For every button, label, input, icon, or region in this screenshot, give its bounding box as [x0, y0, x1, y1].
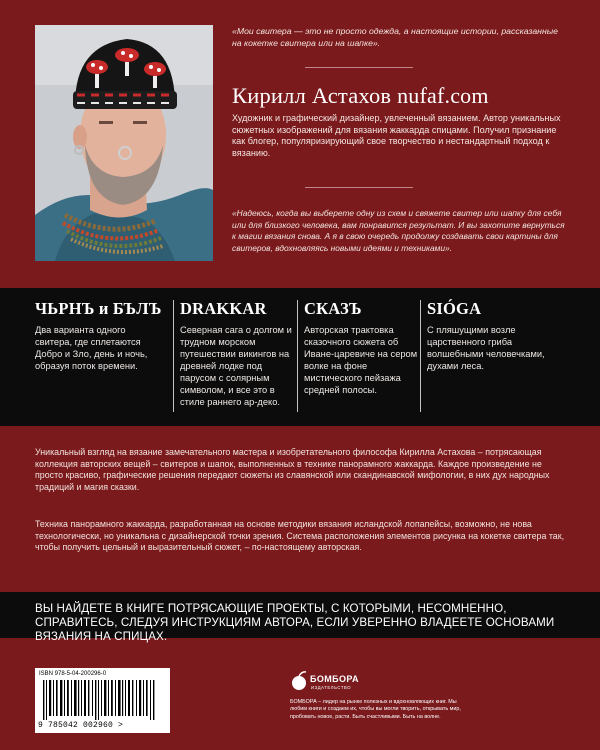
design-sioga [427, 300, 545, 372]
publisher-name: БОМБОРА [310, 674, 359, 684]
author-quote: «Мои свитера — это не просто одежда, а настоящие истории, рассказанные на кокетке свитера или на шапке». [232, 26, 558, 48]
barcode-digits: 9 785042 002960 > [38, 721, 124, 730]
design-desc: Авторская трактовка сказочного сюжета об Иване-царевиче на сером волке на фоне мистического пейзажа средней полосы. [304, 325, 418, 395]
bio-divider [305, 187, 413, 188]
design-drakkar [180, 300, 298, 408]
design-divider [420, 300, 421, 412]
author-site[interactable]: nufaf.com [397, 83, 489, 108]
barcode [35, 668, 170, 733]
design-title: ЧЬРНЪ и БЪЛЪ [35, 299, 162, 318]
design-title: СКАЗЪ [304, 299, 362, 318]
author-bio: Художник и графический дизайнер, увлеченный вязанием. Автор уникальных сюжетных изображений для вязания жаккарда спицами. Получил признание как блогер, популяризирующий свое творчество и нестандартный подход к вязанию. [232, 113, 561, 158]
publisher-text: БОМБОРА – лидер на рынке полезных и вдохновляющих книг. Мы любим книги и создаем их, чтобы вы могли творить, открывать мир, пробовать новое, расти. Быть счастливыми. Быть на волне. [290, 699, 461, 720]
design-skazu [304, 300, 422, 396]
design-title: SIÓGA [427, 299, 482, 318]
headline-band [0, 592, 600, 643]
author-photo [35, 25, 213, 261]
design-title: DRAKKAR [180, 299, 267, 318]
barcode-bars [41, 680, 164, 720]
design-desc: Два варианта одного свитера, где сплетаются Добро и Зло, день и ночь, образуя поток времени. [35, 325, 148, 371]
design-divider [173, 300, 174, 412]
author-heading [232, 83, 489, 109]
design-divider [297, 300, 298, 412]
design-desc: Северная сага о долгом и трудном морском путешествии викингов на древней лодке под парусом с солярным символом, и все это в стиле раннего ар-деко. [180, 325, 292, 407]
quote-divider [305, 67, 413, 68]
description-paragraph: Уникальный взгляд на вязание замечательного мастера и изобретательного философа Кирилла Астахова – потрясающая коллекция авторских вещей – свитеров и шапок, выполненных в технике панорамного жаккарда. Каждое произведение не просто красиво, графические решения передают сюжеты из славянской или скандинавской мифологии, в них дух народных традиций и магия сказки. [35, 447, 550, 492]
isbn-text: ISBN 978-5-04-200296-0 [39, 671, 107, 677]
author-closing-quote: «Надеюсь, когда вы выберете одну из схем и свяжете свитер или шапку для себя или для близкого человека, вам понравится результат. И вы захотите вернуться к магии вязания снова. А я в свою очередь продолжу создавать свои картины для свитеров, вдохновляясь новыми идеями и техниками». [232, 208, 565, 253]
headline-text: ВЫ НАЙДЕТЕ В КНИГЕ ПОТРЯСАЮЩИЕ ПРОЕКТЫ, С КОТОРЫМИ, НЕСОМНЕННО, СПРАВИТЕСЬ, СЛЕДУЯ ИНСТРУКЦИЯМ АВТОРА, ЕСЛИ УВЕРЕННО ВЛАДЕЕТЕ ОСНОВАМИ ВЯЗАНИЯ НА СПИЦАХ. [35, 602, 555, 643]
author-name: Кирилл Астахов [232, 83, 392, 108]
publisher-sub: ИЗДАТЕЛЬСТВО [311, 685, 352, 690]
description-paragraph: Техника панорамного жаккарда, разработанная на основе методики вязания исландской лопапейсы, возможно, не нова технологически, но уникальна с дизайнерской точки зрения. Система расположения элементов рисунка на кокетке свитера так, чтобы получить цельный и выразительный сюжет, – по-настоящему авторская. [35, 519, 565, 553]
design-desc: С пляшущими возле царственного гриба волшебными человечками, духами леса. [427, 325, 545, 371]
design-chernu-belu [35, 299, 162, 372]
